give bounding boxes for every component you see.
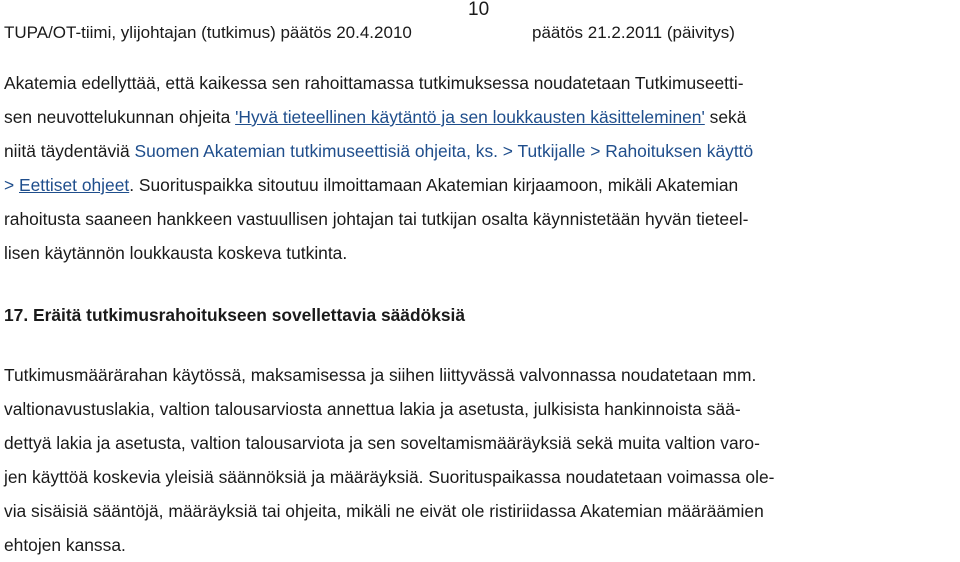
header-left-text: TUPA/OT-tiimi, ylijohtajan (tutkimus) päätös 20.4.2010 xyxy=(4,23,412,42)
text-segment: > xyxy=(4,175,19,195)
guidelines-link[interactable]: 'Hyvä tieteellinen käytäntö ja sen loukkausten käsitteleminen' xyxy=(235,107,705,127)
paragraph-line: Akatemia edellyttää, että kaikessa sen rahoittamassa tutkimuksessa noudatetaan Tutkimuseetti- xyxy=(4,73,744,93)
paragraph-line: Tutkimusmäärärahan käytössä, maksamisessa ja siihen liittyvässä valvonnassa noudatetaan mm. xyxy=(4,365,757,385)
text-segment: sekä xyxy=(704,107,747,127)
paragraph-line xyxy=(4,100,956,134)
paragraph-line: rahoitusta saaneen hankkeen vastuullisen johtajan tai tutkijan osalta käynnistetään hyvän tieteel- xyxy=(4,209,749,229)
paragraph-line: ehtojen kanssa. xyxy=(4,535,126,555)
paragraph-line xyxy=(4,168,956,202)
text-segment: . Suorituspaikka sitoutuu ilmoittamaan Akatemian kirjaamoon, mikäli Akatemian xyxy=(129,175,739,195)
text-segment: sen neuvottelukunnan ohjeita xyxy=(4,107,236,127)
paragraph-regulations xyxy=(4,358,956,562)
paragraph-line: via sisäisiä sääntöjä, määräyksiä tai ohjeita, mikäli ne eivät ole ristiriidassa Akatemian määräämien xyxy=(4,501,764,521)
paragraph-ethics xyxy=(4,66,956,270)
page-number: 10 xyxy=(468,0,490,20)
header-right-text: päätös 21.2.2011 (päivitys) xyxy=(532,23,735,42)
paragraph-line: lisen käytännön loukkausta koskeva tutkinta. xyxy=(4,243,348,263)
section-heading: 17. Eräitä tutkimusrahoitukseen sovellettavia säädöksiä xyxy=(4,305,466,325)
ethics-guidelines-link[interactable]: Eettiset ohjeet xyxy=(19,175,130,195)
text-segment: niitä täydentäviä xyxy=(4,141,135,161)
paragraph-line: dettyä lakia ja asetusta, valtion talousarviota ja sen soveltamismääräyksiä sekä muita valtion varo- xyxy=(4,433,760,453)
paragraph-line xyxy=(4,134,956,168)
academy-ethics-reference: Suomen Akatemian tutkimuseettisiä ohjeita, ks. > Tutkijalle > Rahoituksen käyttö xyxy=(134,141,754,161)
paragraph-line: valtionavustuslakia, valtion talousarviosta annettua lakia ja asetusta, julkisista hankinnoista sää- xyxy=(4,399,741,419)
paragraph-line: jen käyttöä koskevia yleisiä säännöksiä ja määräyksiä. Suorituspaikassa noudatetaan voimassa ole- xyxy=(4,467,775,487)
